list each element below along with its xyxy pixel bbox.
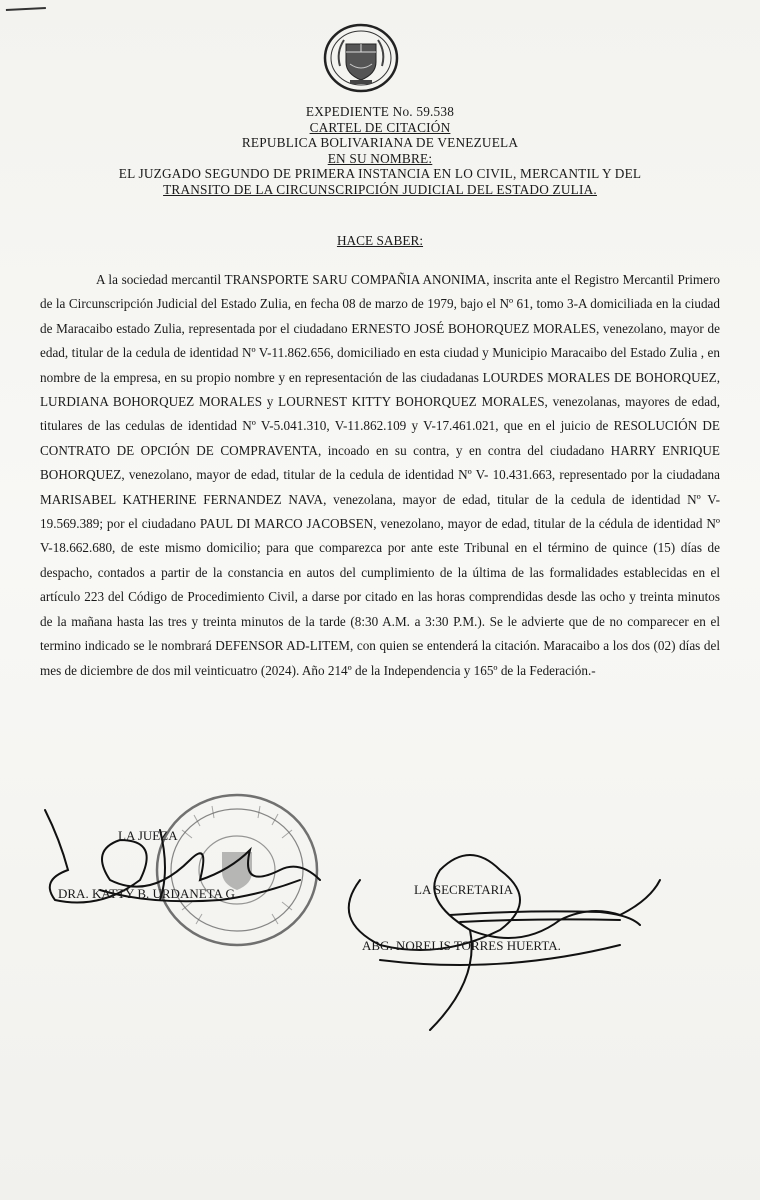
secretary-title: LA SECRETARIA	[414, 882, 513, 897]
document-header	[40, 104, 720, 197]
coat-of-arms-seal-icon	[322, 22, 400, 94]
republic-name: REPUBLICA BOLIVARIANA DE VENEZUELA	[241, 135, 519, 150]
cartel-title: CARTEL DE CITACIÓN	[309, 119, 451, 135]
expediente-number: EXPEDIENTE No. 59.538	[305, 104, 455, 119]
hace-saber-heading: HACE SABER:	[336, 233, 424, 248]
court-stamp-icon	[152, 790, 322, 950]
en-su-nombre: EN SU NOMBRE:	[327, 150, 433, 166]
court-name-line1: EL JUZGADO SEGUNDO DE PRIMERA INSTANCIA EN LO CIVIL, MERCANTIL Y DEL	[118, 166, 642, 181]
secretary-name: ABG. NORELIS TORRES HUERTA.	[362, 938, 561, 953]
citation-body: A la sociedad mercantil TRANSPORTE SARU COMPAÑIA ANONIMA, inscrita ante el Registro Mercantil Primero de la Circunscripción Judicial del Estado Zulia, en fecha 08 de marzo de 1979, bajo el Nº 61, tomo 3-A domiciliada en la ciudad de Maracaibo estado Zulia, representada por el ciudadano ERNESTO JOSÉ BOHORQUEZ MORALES, venezolano, mayor de edad, titular de la cedula de identidad Nº V-11.862.656, domiciliado en esta ciudad y Municipio Maracaibo del Estado Zulia , en nombre de la empresa, en su propio nombre y en representación de las ciudadanas LOURDES MORALES DE BOHORQUEZ, LURDIANA BOHORQUEZ MORALES y LOURNEST KITTY BOHORQUEZ MORALES, venezolanas, mayores de edad, titulares de las cedulas de identidad Nº V-5.041.310, V-11.862.109 y V-17.461.021, que en el juicio de RESOLUCIÓN DE CONTRATO DE OPCIÓN DE COMPRAVENTA, incoado en su contra, y en contra del ciudadano HARRY ENRIQUE BOHORQUEZ, venezolano, mayor de edad, titular de la cedula de identidad Nº V- 10.431.663, representado por la ciudadana MARISABEL KATHERINE FERNANDEZ NAVA, venezolana, mayor de edad, titular de la cedula de identidad Nº V- 19.569.389; por el ciudadano PAUL DI MARCO JACOBSEN, venezolano, mayor de edad, titular de la cédula de identidad Nº V-18.662.680, de este mismo domicilio; para que comparezca por ante este Tribunal en el término de quince (15) días de despacho, contados a partir de la constancia en autos del cumplimiento de la última de las formalidades establecidas en el artículo 223 del Código de Procedimiento Civil, a darse por citado en las horas comprendidas desde las ocho y treinta minutos de la mañana hasta las tres y treinta minutos de la tarde (8:30 A.M. a 3:30 P.M.). Se le advierte que de no comparecer en el termino indicado se le nombrará DEFENSOR AD-LITEM, con quien se entenderá la citación. Maracaibo a los dos (02) días del mes de diciembre de dos mil veinticuatro (2024). Año 214º de la Independencia y 165º de la Federación.-	[40, 272, 720, 678]
judge-name: DRA. KATTY B. URDANETA G	[58, 886, 235, 901]
corner-mark	[6, 7, 46, 15]
judge-title: LA JUEZA	[118, 828, 178, 843]
court-name-line2: TRANSITO DE LA CIRCUNSCRIPCIÓN JUDICIAL DEL ESTADO ZULIA.	[163, 181, 597, 197]
